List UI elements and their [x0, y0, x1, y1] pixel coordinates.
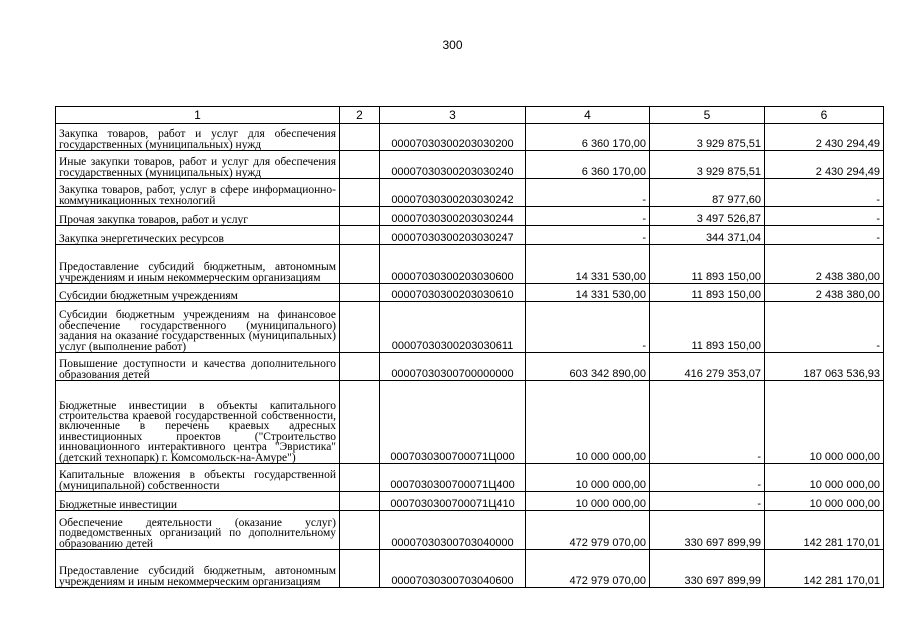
row-col2	[340, 124, 380, 151]
row-code: 00007030300700000000	[380, 353, 526, 381]
column-header-6: 6	[765, 107, 884, 124]
row-col2	[340, 179, 380, 207]
row-name: Закупка энергетических ресурсов	[56, 226, 340, 245]
row-value-4: -	[526, 226, 650, 245]
row-value-5: 330 697 899,99	[650, 550, 765, 588]
row-value-5: -	[650, 492, 765, 511]
table-row	[56, 245, 884, 284]
table-row	[56, 151, 884, 179]
row-value-6: 2 430 294,49	[765, 151, 884, 179]
table-row	[56, 179, 884, 207]
row-name: Иные закупки товаров, работ и услуг для обеспечения государственных (муниципальных) нужд	[56, 151, 340, 179]
row-value-5: 344 371,04	[650, 226, 765, 245]
page-number: 300	[442, 38, 463, 52]
row-value-4: 6 360 170,00	[526, 124, 650, 151]
table-row	[56, 302, 884, 353]
column-header-1: 1	[56, 107, 340, 124]
row-code: 0007030300700071Ц000	[380, 381, 526, 464]
row-value-6: 10 000 000,00	[765, 492, 884, 511]
row-value-4: 10 000 000,00	[526, 381, 650, 464]
table-row	[56, 284, 884, 302]
row-code: 00007030300203030247	[380, 226, 526, 245]
row-value-6: -	[765, 179, 884, 207]
row-code: 00007030300703040600	[380, 550, 526, 588]
row-col2	[340, 492, 380, 511]
row-value-5: -	[650, 381, 765, 464]
column-header-2: 2	[340, 107, 380, 124]
row-value-4: 14 331 530,00	[526, 245, 650, 284]
row-code: 00007030300203030600	[380, 245, 526, 284]
row-col2	[340, 284, 380, 302]
row-value-4: -	[526, 302, 650, 353]
table-row	[56, 353, 884, 381]
row-code: 00007030300203030244	[380, 207, 526, 226]
row-value-6: 2 438 380,00	[765, 245, 884, 284]
header-row	[56, 107, 884, 124]
row-value-5: 87 977,60	[650, 179, 765, 207]
row-value-5: 3 929 875,51	[650, 124, 765, 151]
row-value-4: 472 979 070,00	[526, 511, 650, 550]
row-value-4: -	[526, 207, 650, 226]
row-value-5: 11 893 150,00	[650, 284, 765, 302]
row-value-5: 11 893 150,00	[650, 302, 765, 353]
row-name: Обеспечение деятельности (оказание услуг) подведомственных организаций по дополнительному образованию детей	[56, 511, 340, 550]
row-name: Повышение доступности и качества дополнительного образования детей	[56, 353, 340, 381]
row-value-6: 2 438 380,00	[765, 284, 884, 302]
row-code: 0007030300700071Ц410	[380, 492, 526, 511]
row-name: Предоставление субсидий бюджетным, автономным учреждениям и иным некоммерческим организациям	[56, 245, 340, 284]
row-col2	[340, 381, 380, 464]
row-name: Прочая закупка товаров, работ и услуг	[56, 207, 340, 226]
row-code: 0007030300700071Ц400	[380, 464, 526, 492]
row-code: 00007030300203030610	[380, 284, 526, 302]
table-row	[56, 226, 884, 245]
row-name: Субсидии бюджетным учреждениям	[56, 284, 340, 302]
table-row	[56, 464, 884, 492]
row-col2	[340, 511, 380, 550]
row-col2	[340, 245, 380, 284]
table-row	[56, 492, 884, 511]
table-row	[56, 511, 884, 550]
row-name: Закупка товаров, работ, услуг в сфере информационно-коммуникационных технологий	[56, 179, 340, 207]
row-value-6: 10 000 000,00	[765, 464, 884, 492]
row-col2	[340, 464, 380, 492]
row-value-4: -	[526, 179, 650, 207]
row-col2	[340, 550, 380, 588]
row-code: 00007030300203030200	[380, 124, 526, 151]
row-value-6: -	[765, 226, 884, 245]
row-value-6: 142 281 170,01	[765, 550, 884, 588]
row-value-4: 472 979 070,00	[526, 550, 650, 588]
row-code: 00007030300203030242	[380, 179, 526, 207]
table-row	[56, 124, 884, 151]
row-col2	[340, 302, 380, 353]
row-value-6: 142 281 170,01	[765, 511, 884, 550]
row-value-5: 11 893 150,00	[650, 245, 765, 284]
row-value-4: 10 000 000,00	[526, 492, 650, 511]
row-value-6: -	[765, 302, 884, 353]
row-code: 00007030300203030240	[380, 151, 526, 179]
row-code: 00007030300703040000	[380, 511, 526, 550]
column-header-3: 3	[380, 107, 526, 124]
row-value-4: 6 360 170,00	[526, 151, 650, 179]
budget-execution-table	[55, 106, 884, 588]
row-value-4: 10 000 000,00	[526, 464, 650, 492]
table-row	[56, 550, 884, 588]
row-name: Субсидии бюджетным учреждениям на финансовое обеспечение государственного (муниципального) задания на оказание государственных (муниципальных) услуг (выполнение работ)	[56, 302, 340, 353]
row-value-6: -	[765, 207, 884, 226]
row-col2	[340, 151, 380, 179]
row-value-5: 3 497 526,87	[650, 207, 765, 226]
table-row	[56, 207, 884, 226]
row-name: Предоставление субсидий бюджетным, автономным учреждениям и иным некоммерческим организациям	[56, 550, 340, 588]
row-name: Капитальные вложения в объекты государственной (муниципальной) собственности	[56, 464, 340, 492]
row-value-5: 3 929 875,51	[650, 151, 765, 179]
row-col2	[340, 226, 380, 245]
row-value-4: 603 342 890,00	[526, 353, 650, 381]
row-col2	[340, 207, 380, 226]
column-header-4: 4	[526, 107, 650, 124]
row-value-6: 187 063 536,93	[765, 353, 884, 381]
row-value-6: 10 000 000,00	[765, 381, 884, 464]
row-value-5: 330 697 899,99	[650, 511, 765, 550]
row-value-6: 2 430 294,49	[765, 124, 884, 151]
row-name: Бюджетные инвестиции	[56, 492, 340, 511]
table-row	[56, 381, 884, 464]
column-header-5: 5	[650, 107, 765, 124]
row-name: Бюджетные инвестиции в объекты капитального строительства краевой государственной собственности, включенные в перечень краевых адресных инвестиционных проектов ("Строительство инновационного интерактивного центра "Эвристика" (детский технопарк) г. Комсомольск-на-Амуре")	[56, 381, 340, 464]
row-value-5: -	[650, 464, 765, 492]
row-name: Закупка товаров, работ и услуг для обеспечения государственных (муниципальных) нужд	[56, 124, 340, 151]
row-col2	[340, 353, 380, 381]
row-code: 00007030300203030611	[380, 302, 526, 353]
row-value-5: 416 279 353,07	[650, 353, 765, 381]
row-value-4: 14 331 530,00	[526, 284, 650, 302]
